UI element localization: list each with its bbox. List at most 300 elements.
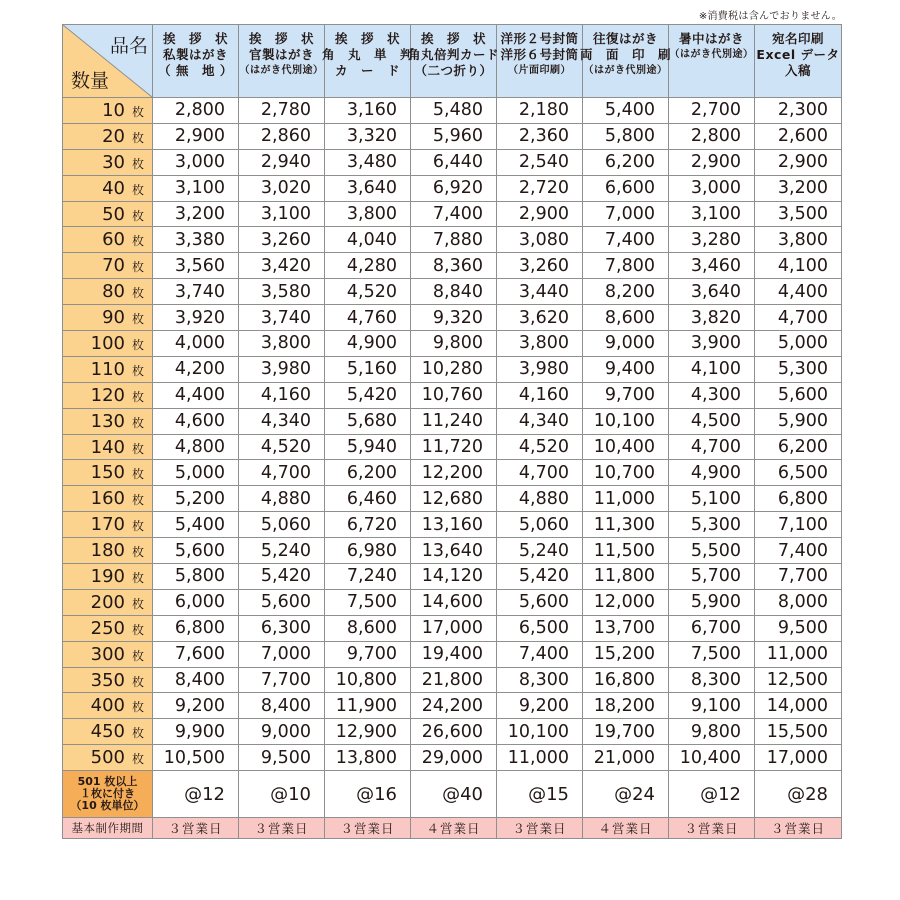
price-cell: 11,500 [583,538,669,564]
price-cell: 3,100 [153,175,239,201]
price-cell: 7,400 [497,641,583,667]
quantity-cell [63,538,153,564]
price-cell: 6,200 [755,434,842,460]
price-cell: 21,000 [583,745,669,771]
column-header [580,25,672,98]
price-cell: 3,620 [497,305,583,331]
price-cell: 3,100 [239,201,325,227]
price-cell: 6,980 [325,538,411,564]
quantity-cell [63,564,153,590]
price-cell: 4,500 [669,408,755,434]
price-cell: 4,520 [325,279,411,305]
price-cell: 9,100 [669,693,755,719]
quantity-cell [63,279,153,305]
price-cell: 3,280 [669,227,755,253]
column-header-line: （ 無 地 ） [158,63,233,78]
price-cell: 6,000 [153,589,239,615]
quantity-unit: 枚 [131,726,144,741]
quantity-unit: 枚 [131,156,144,171]
price-row [63,356,842,382]
price-cell: 5,700 [669,564,755,590]
column-header-line: （二つ折り） [414,63,493,78]
price-cell: 10,760 [411,382,497,408]
price-cell: 5,800 [153,564,239,590]
price-cell: 7,100 [755,512,842,538]
quantity-cell [63,331,153,357]
price-cell: 4,700 [669,434,755,460]
price-row [63,149,842,175]
price-cell: 8,360 [411,253,497,279]
price-cell: 12,900 [325,719,411,745]
price-cell: 4,600 [153,408,239,434]
quantity-unit: 枚 [131,545,144,560]
price-cell: 3,560 [153,253,239,279]
column-header-line: 私製はがき [162,47,228,62]
price-cell: 10,400 [583,434,669,460]
price-cell: 11,000 [497,745,583,771]
price-cell: 26,600 [411,719,497,745]
price-cell: 9,320 [411,305,497,331]
price-cell: 4,700 [239,460,325,486]
price-cell: 7,700 [755,564,842,590]
price-cell: 17,000 [755,745,842,771]
price-cell: 3,260 [497,253,583,279]
quantity-unit: 枚 [131,622,144,637]
price-cell: 9,200 [153,693,239,719]
price-cell: 7,500 [669,641,755,667]
price-cell: 2,800 [669,123,755,149]
price-cell: 4,200 [153,356,239,382]
price-cell: 7,400 [583,227,669,253]
quantity-cell [63,615,153,641]
price-cell: 5,060 [497,512,583,538]
quantity-value: 250 [90,617,125,639]
quantity-unit: 枚 [131,312,144,327]
price-row [63,693,842,719]
quantity-cell [63,123,153,149]
quantity-unit: 枚 [131,260,144,275]
quantity-unit: 枚 [131,467,144,482]
price-row [63,589,842,615]
price-cell: 6,500 [755,460,842,486]
quantity-unit: 枚 [131,570,144,585]
price-cell: 8,000 [755,589,842,615]
quantity-label: 数量 [71,70,110,92]
price-cell: 6,200 [583,149,669,175]
column-header [669,25,755,98]
quantity-cell [63,460,153,486]
price-cell: 4,800 [153,434,239,460]
corner-header [63,25,153,98]
price-cell: 10,400 [669,745,755,771]
price-cell: 4,900 [669,460,755,486]
price-cell: 7,800 [583,253,669,279]
price-cell: 2,180 [497,98,583,124]
column-header-line: 官製はがき [248,47,314,62]
quantity-value: 140 [90,436,125,458]
price-cell: 6,460 [325,486,411,512]
price-cell: 5,680 [325,408,411,434]
quantity-value: 400 [90,695,125,717]
quantity-cell [63,719,153,745]
column-header [239,25,325,98]
price-cell: 4,520 [239,434,325,460]
column-header-line: 挨 拶 状 [248,31,314,46]
header-row [63,25,842,98]
column-header-line: （はがき代別途） [583,65,668,76]
quantity-cell [63,434,153,460]
price-cell: 5,940 [325,434,411,460]
price-row [63,641,842,667]
quantity-value: 80 [102,281,125,303]
price-cell: 12,500 [755,667,842,693]
price-cell: 14,120 [411,564,497,590]
quantity-value: 190 [90,565,125,587]
price-cell: 3,500 [755,201,842,227]
price-cell: 12,680 [411,486,497,512]
quantity-value: 30 [102,151,125,173]
price-cell: 5,300 [755,356,842,382]
column-header-line: 暑中はがき [678,31,744,46]
unit-price-cell: @12 [669,771,755,818]
production-period-cell: ４営業日 [583,818,669,839]
unit-price-cell: @10 [239,771,325,818]
price-cell: 6,300 [239,615,325,641]
quantity-value: 300 [90,643,125,665]
quantity-cell [63,149,153,175]
price-cell: 10,500 [153,745,239,771]
price-cell: 2,900 [153,123,239,149]
quantity-unit: 枚 [131,182,144,197]
price-cell: 2,600 [755,123,842,149]
price-cell: 7,500 [325,589,411,615]
unit-price-cell: @40 [411,771,497,818]
price-cell: 5,000 [153,460,239,486]
price-cell: 5,300 [669,512,755,538]
price-cell: 7,240 [325,564,411,590]
price-cell: 3,800 [325,201,411,227]
price-cell: 4,400 [153,382,239,408]
quantity-unit: 枚 [131,596,144,611]
price-cell: 3,440 [497,279,583,305]
price-cell: 3,020 [239,175,325,201]
price-cell: 3,000 [153,149,239,175]
price-cell: 10,800 [325,667,411,693]
quantity-unit: 枚 [131,389,144,404]
quantity-cell [63,512,153,538]
price-cell: 4,880 [239,486,325,512]
price-cell: 4,300 [669,382,755,408]
price-cell: 3,800 [497,331,583,357]
price-cell: 4,340 [239,408,325,434]
price-cell: 3,080 [497,227,583,253]
quantity-cell [63,641,153,667]
quantity-unit: 枚 [131,519,144,534]
price-cell: 13,700 [583,615,669,641]
price-cell: 8,400 [153,667,239,693]
unit-price-cell: @16 [325,771,411,818]
price-cell: 4,340 [497,408,583,434]
quantity-cell [63,253,153,279]
quantity-value: 350 [90,669,125,691]
price-cell: 11,720 [411,434,497,460]
quantity-value: 60 [102,229,125,251]
price-row [63,460,842,486]
column-header-line: 挨 拶 状 [334,31,400,46]
column-header-line: 挨 拶 状 [162,31,228,46]
price-table [62,24,842,839]
price-cell: 4,880 [497,486,583,512]
price-cell: 3,640 [325,175,411,201]
price-cell: 5,060 [239,512,325,538]
extra-quantity-label-line: （10 枚単位） [70,799,145,813]
quantity-value: 120 [90,384,125,406]
column-header-line: 入稿 [784,63,811,78]
price-cell: 9,500 [755,615,842,641]
price-cell: 5,900 [755,408,842,434]
price-cell: 3,000 [669,175,755,201]
price-cell: 15,200 [583,641,669,667]
quantity-cell [63,98,153,124]
production-period-cell: ３営業日 [239,818,325,839]
quantity-value: 450 [90,721,125,743]
price-cell: 5,960 [411,123,497,149]
price-cell: 4,040 [325,227,411,253]
column-header-line: 宛名印刷 [771,31,824,46]
unit-price-cell: @15 [497,771,583,818]
price-cell: 4,100 [755,253,842,279]
price-cell: 6,800 [153,615,239,641]
quantity-cell [63,589,153,615]
price-cell: 2,720 [497,175,583,201]
quantity-unit: 枚 [131,104,144,119]
quantity-value: 180 [90,540,125,562]
production-period-cell: ３営業日 [497,818,583,839]
quantity-unit: 枚 [131,337,144,352]
price-row [63,279,842,305]
product-label: 品名 [109,35,148,57]
price-cell: 9,900 [153,719,239,745]
unit-price-cell: @28 [755,771,842,818]
price-cell: 3,580 [239,279,325,305]
column-header [408,25,500,98]
price-row [63,201,842,227]
production-period-cell: ３営業日 [153,818,239,839]
production-period-cell: ３営業日 [325,818,411,839]
price-row [63,564,842,590]
price-cell: 11,900 [325,693,411,719]
price-cell: 4,760 [325,305,411,331]
quantity-cell [63,201,153,227]
price-cell: 5,420 [325,382,411,408]
price-cell: 5,600 [497,589,583,615]
price-cell: 8,600 [583,305,669,331]
price-cell: 5,420 [239,564,325,590]
column-header-line: 往復はがき [592,31,658,46]
price-cell: 3,980 [239,356,325,382]
price-cell: 6,440 [411,149,497,175]
price-row [63,253,842,279]
price-cell: 5,480 [411,98,497,124]
production-period-row [63,818,842,839]
price-cell: 3,740 [239,305,325,331]
price-cell: 19,700 [583,719,669,745]
price-cell: 5,800 [583,123,669,149]
price-cell: 9,400 [583,356,669,382]
price-cell: 6,500 [497,615,583,641]
price-cell: 9,200 [497,693,583,719]
price-cell: 3,740 [153,279,239,305]
price-row [63,615,842,641]
quantity-value: 50 [102,203,125,225]
price-cell: 29,000 [411,745,497,771]
extra-quantity-label [63,771,153,818]
price-cell: 11,300 [583,512,669,538]
price-cell: 8,600 [325,615,411,641]
price-cell: 3,640 [669,279,755,305]
price-cell: 7,000 [583,201,669,227]
price-cell: 4,900 [325,331,411,357]
price-cell: 3,800 [755,227,842,253]
price-row [63,512,842,538]
price-cell: 7,000 [239,641,325,667]
price-cell: 2,360 [497,123,583,149]
price-cell: 5,400 [153,512,239,538]
quantity-cell [63,693,153,719]
quantity-value: 90 [102,307,125,329]
price-cell: 11,240 [411,408,497,434]
price-cell: 8,300 [669,667,755,693]
quantity-unit: 枚 [131,441,144,456]
price-cell: 3,200 [755,175,842,201]
price-cell: 21,800 [411,667,497,693]
price-cell: 2,780 [239,98,325,124]
quantity-value: 130 [90,410,125,432]
price-cell: 12,200 [411,460,497,486]
price-cell: 10,100 [497,719,583,745]
production-period-cell: ３営業日 [669,818,755,839]
column-header [755,25,842,98]
price-row [63,227,842,253]
price-cell: 6,720 [325,512,411,538]
price-cell: 9,000 [583,331,669,357]
price-cell: 5,100 [669,486,755,512]
price-cell: 8,300 [497,667,583,693]
quantity-cell [63,356,153,382]
price-cell: 15,500 [755,719,842,745]
price-row [63,434,842,460]
quantity-cell [63,745,153,771]
price-row [63,123,842,149]
quantity-unit: 枚 [131,363,144,378]
price-cell: 13,800 [325,745,411,771]
price-cell: 4,000 [153,331,239,357]
price-cell: 14,000 [755,693,842,719]
price-cell: 3,480 [325,149,411,175]
quantity-value: 500 [90,747,125,769]
price-cell: 5,600 [239,589,325,615]
price-cell: 6,800 [755,486,842,512]
price-cell: 5,400 [583,98,669,124]
unit-price-cell: @12 [153,771,239,818]
price-row [63,719,842,745]
price-row [63,175,842,201]
quantity-unit: 枚 [131,415,144,430]
column-header-line: （片面印刷） [508,65,571,76]
table-body [63,98,842,839]
price-cell: 3,100 [669,201,755,227]
price-cell: 9,000 [239,719,325,745]
extra-quantity-label-line: １枚に付き [80,787,135,801]
price-cell: 2,800 [153,98,239,124]
quantity-unit: 枚 [131,493,144,508]
price-cell: 7,400 [411,201,497,227]
price-cell: 5,500 [669,538,755,564]
quantity-value: 10 [102,99,125,121]
price-cell: 2,900 [669,149,755,175]
price-cell: 3,820 [669,305,755,331]
price-row [63,408,842,434]
price-cell: 7,600 [153,641,239,667]
price-cell: 16,800 [583,667,669,693]
price-cell: 5,160 [325,356,411,382]
price-cell: 14,600 [411,589,497,615]
price-cell: 10,280 [411,356,497,382]
price-cell: 3,420 [239,253,325,279]
quantity-value: 170 [90,514,125,536]
production-period-cell: ３営業日 [755,818,842,839]
price-cell: 9,800 [411,331,497,357]
price-cell: 19,400 [411,641,497,667]
quantity-value: 70 [102,255,125,277]
column-header-line: カ ー ド [334,63,400,78]
price-cell: 9,500 [239,745,325,771]
price-cell: 3,900 [669,331,755,357]
column-header-line: 角丸倍判カード [408,47,500,62]
quantity-unit: 枚 [131,648,144,663]
price-cell: 24,200 [411,693,497,719]
price-cell: 4,520 [497,434,583,460]
column-header-line: Excel データ [756,47,840,62]
price-cell: 11,000 [755,641,842,667]
price-row [63,331,842,357]
price-cell: 6,600 [583,175,669,201]
quantity-value: 150 [90,462,125,484]
price-cell: 5,240 [239,538,325,564]
price-cell: 3,380 [153,227,239,253]
quantity-value: 160 [90,488,125,510]
unit-price-cell: @24 [583,771,669,818]
quantity-unit: 枚 [131,234,144,249]
price-cell: 8,400 [239,693,325,719]
price-cell: 5,200 [153,486,239,512]
quantity-cell [63,382,153,408]
quantity-cell [63,408,153,434]
price-row [63,382,842,408]
column-header [153,25,239,98]
price-cell: 8,840 [411,279,497,305]
extra-quantity-label-line: 501 枚以上 [77,775,138,789]
quantity-unit: 枚 [131,286,144,301]
price-cell: 3,460 [669,253,755,279]
quantity-unit: 枚 [131,208,144,223]
price-row [63,98,842,124]
price-cell: 4,280 [325,253,411,279]
quantity-cell [63,305,153,331]
price-cell: 7,880 [411,227,497,253]
column-header [497,25,583,98]
quantity-value: 110 [90,358,125,380]
